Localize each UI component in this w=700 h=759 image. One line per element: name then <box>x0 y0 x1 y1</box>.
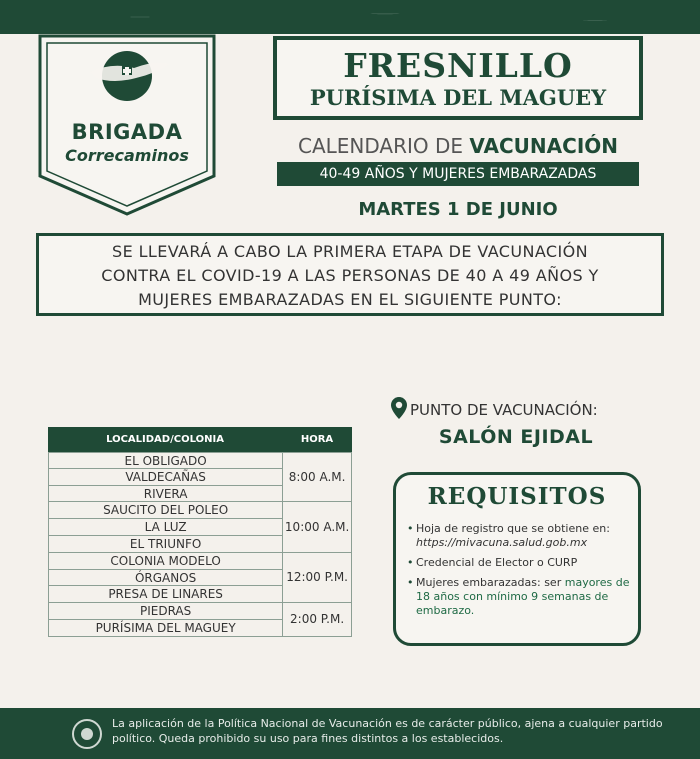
requirements-box <box>393 472 641 646</box>
table-row: PURÍSIMA DEL MAGUEY <box>49 620 283 637</box>
location-pin-icon <box>391 397 407 423</box>
requirements-title: REQUISITOS <box>427 483 607 510</box>
requirement-text: Credencial de Elector o CURP <box>416 556 578 569</box>
requirement-text: Mujeres embarazadas: ser <box>416 576 565 589</box>
table-row: EL TRIUNFO <box>49 536 283 553</box>
locality-column <box>49 452 283 637</box>
badge-title: BRIGADA <box>71 120 183 144</box>
list-item <box>416 522 632 550</box>
table-row: VALDECAÑAS <box>49 469 283 486</box>
title-box <box>273 36 643 120</box>
announcement-line: MUJERES EMBARAZADAS EN EL SIGUIENTE PUNTO: <box>138 290 562 309</box>
requirements-list <box>396 522 638 618</box>
place-title: PURÍSIMA DEL MAGUEY <box>309 85 607 110</box>
table-header <box>48 427 352 452</box>
list-item <box>416 576 632 618</box>
header-hour: HORA <box>300 434 334 445</box>
table-row: PRESA DE LINARES <box>49 586 283 603</box>
brigada-badge <box>38 34 216 216</box>
hour-column <box>283 452 352 637</box>
announcement-box <box>36 233 664 316</box>
table-row: RIVERA <box>49 486 283 503</box>
table-row: EL OBLIGADO <box>49 452 283 469</box>
registration-link[interactable]: https://mivacuna.salud.gob.mx <box>416 536 588 549</box>
requirement-text: Hoja de registro que se obtiene en: <box>416 522 610 535</box>
hour-cell: 10:00 A.M. <box>283 502 352 552</box>
table-row: LA LUZ <box>49 519 283 536</box>
footer-disclaimer: La aplicación de la Política Nacional de Vacunación es de carácter público, ajena a cualquier partido político. Queda prohibido su uso para fines distintos a los establecidos. <box>112 717 663 745</box>
calendar-heading <box>273 134 643 158</box>
badge-subtitle: Correcaminos <box>65 146 189 165</box>
list-item <box>416 556 632 570</box>
hour-cell: 12:00 P.M. <box>283 553 352 603</box>
table-body <box>48 452 352 637</box>
point-value: SALÓN EJIDAL <box>438 426 594 448</box>
city-title: FRESNILLO <box>343 46 573 85</box>
table-row: PIEDRAS <box>49 603 283 620</box>
hour-cell: 2:00 P.M. <box>283 603 352 637</box>
point-label: PUNTO DE VACUNACIÓN: <box>410 401 598 419</box>
calendar-bold: VACUNACIÓN <box>469 134 618 158</box>
announcement-line: SE LLEVARÁ A CABO LA PRIMERA ETAPA DE VACUNACIÓN <box>112 242 588 261</box>
announcement-line: CONTRA EL COVID-19 A LAS PERSONAS DE 40 A 49 AÑOS Y <box>101 266 599 285</box>
calendar-prefix: CALENDARIO DE <box>298 134 470 158</box>
age-group-bar: 40-49 AÑOS Y MUJERES EMBARAZADAS <box>277 162 639 186</box>
table-row: ÓRGANOS <box>49 570 283 587</box>
table-row: COLONIA MODELO <box>49 553 283 570</box>
seal-icon <box>72 719 102 749</box>
requirement-highlight: mayores de 18 años con mínimo 9 semanas de embarazo. <box>416 576 630 617</box>
hour-cell: 8:00 A.M. <box>283 452 352 502</box>
vaccination-date: MARTES 1 DE JUNIO <box>358 199 558 220</box>
top-decorative-band <box>0 0 700 34</box>
table-row: SAUCITO DEL POLEO <box>49 502 283 519</box>
schedule-table <box>48 427 352 637</box>
header-locality: LOCALIDAD/COLONIA <box>106 434 224 445</box>
